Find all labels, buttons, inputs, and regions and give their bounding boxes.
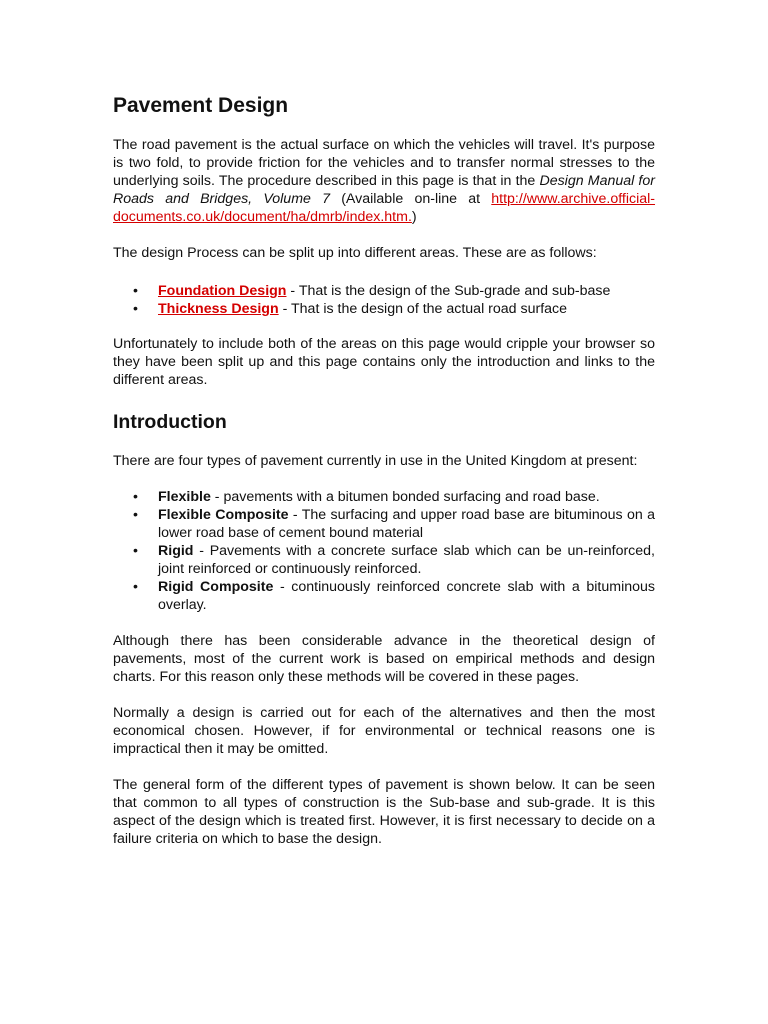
list-item (113, 506, 655, 542)
thickness-design-desc: - That is the design of the actual road surface (278, 301, 568, 317)
general-form-paragraph: The general form of the different types of pavement is shown below. It can be seen that common to all types of construction is the Sub-base and sub-grade. It is this aspect of the design which is treated first. However, it is first necessary to decide on a failure criteria on which to base the design. (113, 777, 655, 847)
introduction-heading: Introduction (113, 411, 227, 433)
type-desc-rigid: - Pavements with a concrete surface slab which can be un-reinforced, joint reinforced or continuously reinforced. (158, 543, 655, 577)
unfortunately-paragraph: Unfortunately to include both of the areas on this page would cripple your browser so they have been split up and this page contains only the introduction and links to the different areas. (113, 336, 655, 388)
intro-text-3: ) (411, 209, 417, 225)
foundation-design-link[interactable]: Foundation Design (158, 283, 287, 299)
document-page (113, 88, 655, 848)
page-title: Pavement Design (113, 94, 289, 117)
bullet-icon: • (133, 489, 138, 505)
intro-paragraph (113, 136, 655, 226)
bullet-icon: • (133, 579, 138, 595)
type-desc-flexible: - pavements with a bitumen bonded surfacing and road base. (210, 489, 600, 505)
manual-title: Design Manual for Roads and Bridges, Volume 7 (113, 173, 655, 207)
list-item (113, 300, 655, 318)
design-areas-list (113, 282, 655, 318)
foundation-design-desc: - That is the design of the Sub-grade and sub-base (286, 283, 611, 299)
thickness-design-link[interactable]: Thickness Design (158, 301, 279, 317)
type-term-rigid: Rigid (158, 543, 194, 559)
bullet-icon: • (133, 301, 138, 317)
dmrb-link[interactable]: http://www.archive.official-documents.co.uk/document/ha/dmrb/index.htm. (113, 191, 656, 225)
type-term-flexible: Flexible (158, 489, 211, 505)
process-paragraph: The design Process can be split up into different areas. These are as follows: (113, 245, 597, 261)
list-item (113, 282, 655, 300)
although-paragraph: Although there has been considerable advance in the theoretical design of pavements, most of the current work is based on empirical methods and design charts. For this reason only these methods will be covered in these pages. (113, 633, 655, 685)
normally-paragraph: Normally a design is carried out for each of the alternatives and then the most economical chosen. However, if for environmental or technical reasons one is impractical then it may be omitted. (113, 705, 655, 757)
type-term-flexible-composite: Flexible Composite (158, 507, 289, 523)
list-item (113, 578, 655, 614)
pavement-types-list (113, 488, 655, 614)
type-term-rigid-composite: Rigid Composite (158, 579, 274, 595)
title-block (113, 93, 655, 136)
type-desc-flexible-composite: - The surfacing and upper road base are bituminous on a lower road base of cement bound material (158, 507, 656, 541)
intro-text-1: The road pavement is the actual surface on which the vehicles will travel. It's purpose is two fold, to provide friction for the vehicles and to transfer normal stresses to the underlying soils. The procedure described in this page is that in the (113, 137, 655, 189)
bullet-icon: • (133, 507, 138, 523)
type-desc-rigid-composite: - continuously reinforced concrete slab with a bituminous overlay. (158, 579, 655, 613)
types-paragraph: There are four types of pavement currently in use in the United Kingdom at present: (113, 453, 638, 469)
bullet-icon: • (133, 283, 138, 299)
list-item (113, 542, 655, 578)
bullet-icon: • (133, 543, 138, 559)
list-item (113, 488, 655, 506)
intro-text-2: (Available on-line at (330, 191, 492, 207)
